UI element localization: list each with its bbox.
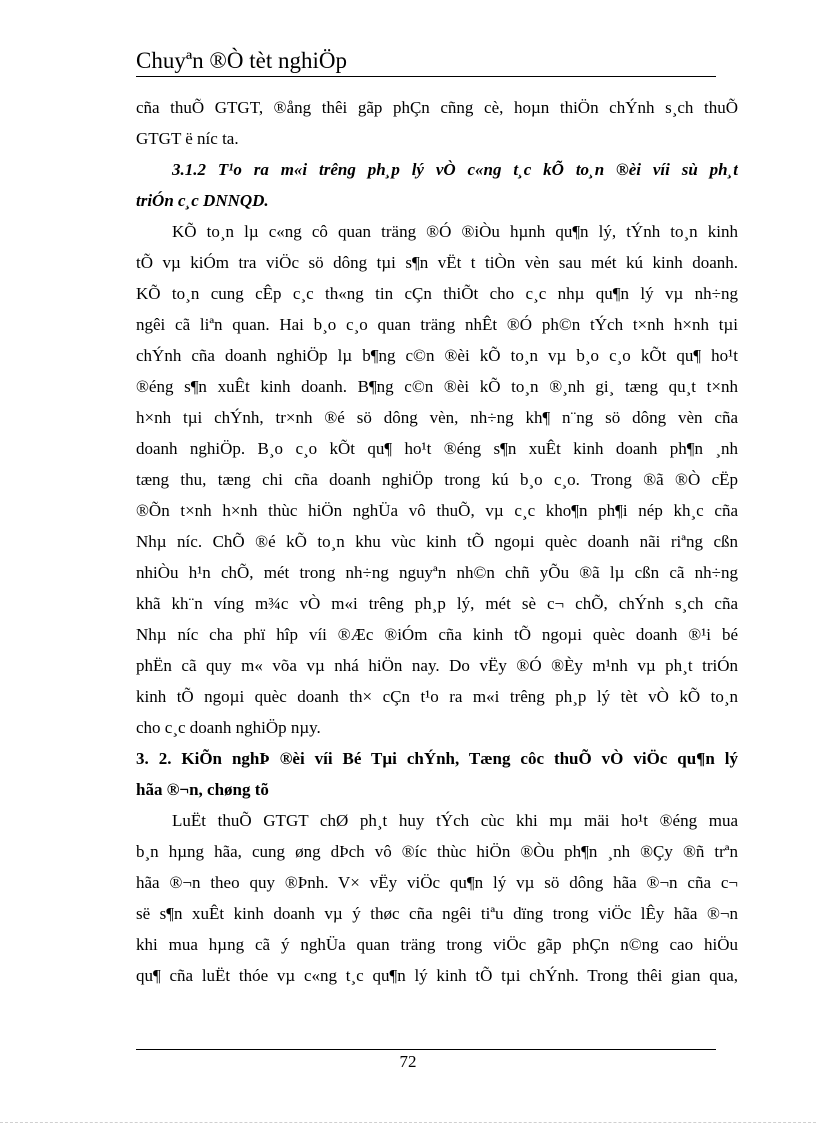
header-divider	[136, 76, 716, 77]
page-number: 72	[399, 1052, 417, 1071]
text-line: cña thuÕ GTGT, ®ång thêi gãp phÇn cñng cè, hoµn thiÖn chÝnh s¸ch thuÕ	[136, 98, 738, 117]
text-line: qu¶ cña luËt thóe vµ c«ng t¸c qu¶n lý kinh tÕ tµi chÝnh. Trong thêi gian qua,	[136, 966, 738, 985]
text-line: Nhµ níc cha phï hîp víi ®Æc ®iÓm cña kinh tÕ ngoµi quèc doanh ®¹i bé	[136, 625, 738, 644]
text-line: Nhµ níc. ChÕ ®é kÕ to¸n khu vùc kinh tÕ ngoµi quèc doanh nãi riªng cßn	[136, 532, 738, 551]
text-line: ®Õn t×nh h×nh thùc hiÖn nghÜa vô thuÕ, vµ c¸c kho¶n ph¶i nép kh¸c cña	[136, 501, 738, 520]
text-line: 3.1.2 T¹o ra m«i trêng ph¸p lý vÒ c«ng t¸c kÕ to¸n ®èi víi sù ph¸t	[172, 160, 738, 179]
text-line: triÓn c¸c DNNQD.	[136, 191, 269, 210]
text-line: ngêi cã liªn quan. Hai b¸o c¸o quan träng nhÊt ®Ó ph©n tÝch t×nh h×nh tµi	[136, 315, 738, 334]
text-line: LuËt thuÕ GTGT chØ ph¸t huy tÝch cùc khi mµ mäi ho¹t ®éng mua	[172, 811, 738, 830]
text-line: b¸n hµng hãa, cung øng dÞch vô ®íc thùc hiÖn ®Òu ph¶n ¸nh ®Çy ®ñ trªn	[136, 842, 738, 861]
text-line: hãa ®¬n theo quy ®Þnh. V× vËy viÖc qu¶n lý vµ sö dông hãa ®¬n cña c¬	[136, 873, 738, 892]
text-line: KÕ to¸n cung cÊp c¸c th«ng tin cÇn thiÕt cho c¸c nhµ qu¶n lý vµ nh÷ng	[136, 284, 738, 303]
text-line: hãa ®¬n, chøng tõ	[136, 780, 269, 799]
text-line: chÝnh cña doanh nghiÖp lµ b¶ng c©n ®èi kÕ to¸n vµ b¸o c¸o kÕt qu¶ ho¹t	[136, 346, 738, 365]
text-line: tæng thu, tæng chi cña doanh nghiÖp trong kú b¸o c¸o. Trong ®ã ®Ò cËp	[136, 470, 738, 489]
footer-divider	[136, 1049, 716, 1050]
text-line: nhiÒu h¹n chÕ, mét trong nh÷ng nguyªn nh©n chñ yÕu ®ã lµ cßn cã nh÷ng	[136, 563, 738, 582]
text-line: KÕ to¸n lµ c«ng cô quan träng ®Ó ®iÒu hµnh qu¶n lý, tÝnh to¸n kinh	[172, 222, 738, 241]
text-line: 3. 2. KiÕn nghÞ ®èi víi Bé Tµi chÝnh, Tæng côc thuÕ vÒ viÖc qu¶n lý	[136, 749, 738, 768]
text-line: GTGT ë níc ta.	[136, 129, 239, 148]
text-line: phËn cã quy m« võa vµ nhá hiÖn nay. Do vËy ®Ó ®Èy m¹nh vµ ph¸t triÓn	[136, 656, 738, 675]
running-header-title: Chuyªn ®Ò tèt nghiÖp	[136, 48, 348, 73]
text-line: kinh tÕ ngoµi quèc doanh th× cÇn t¹o ra m«i trêng ph¸p lý tèt vÒ kÕ to¸n	[136, 687, 738, 706]
text-line: h×nh tµi chÝnh, tr×nh ®é sö dông vèn, nh÷ng kh¶ n¨ng sö dông vèn cña	[136, 408, 738, 427]
text-line: tÕ vµ kiÓm tra viÖc sö dông tµi s¶n vËt t tiÒn vèn sau mét kú kinh doanh.	[136, 253, 738, 272]
text-line: doanh nghiÖp. B¸o c¸o kÕt qu¶ ho¹t ®éng s¶n xuÊt kinh doanh ph¶n ¸nh	[136, 439, 738, 458]
text-line: khã kh¨n víng m¾c vÒ m«i trêng ph¸p lý, mét sè c¬ chÕ, chÝnh s¸ch cña	[136, 594, 738, 613]
text-line: së s¶n xuÊt kinh doanh vµ ý thøc cña ngêi tiªu dïng trong viÖc lÊy hãa ®¬n	[136, 904, 738, 923]
text-line: khi mua hµng cã ý nghÜa quan träng trong viÖc gãp phÇn n©ng cao hiÖu	[136, 935, 738, 954]
body-text	[136, 92, 738, 991]
text-line: ®éng s¶n xuÊt kinh doanh. B¶ng c©n ®èi kÕ to¸n ®¸nh gi¸ tæng qu¸t t×nh	[136, 377, 738, 396]
text-line: cho c¸c doanh nghiÖp nµy.	[136, 718, 321, 737]
